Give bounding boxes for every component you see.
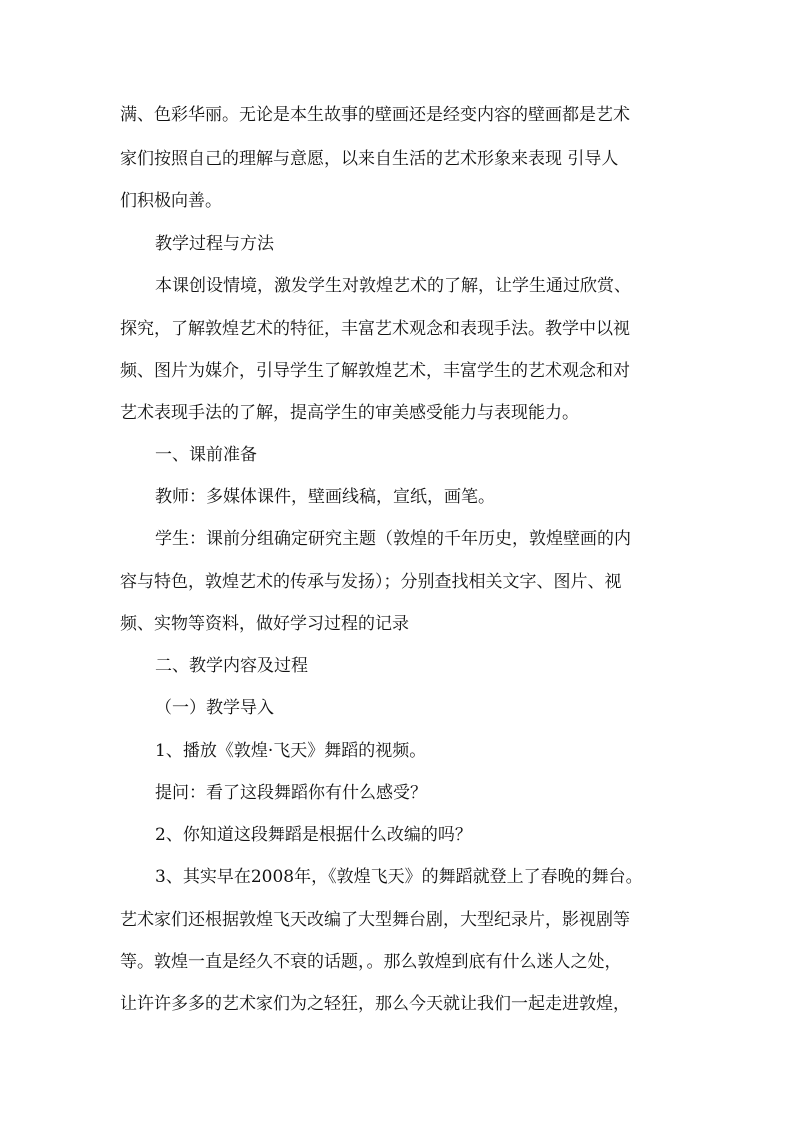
body-text-line: 等。敦煌一直是经久不衰的话题，。那么敦煌到底有什么迷人之处， <box>120 952 622 972</box>
body-text-line: 家们按照自己的理解与意愿，以来自生活的艺术形象来表现 引导人 <box>120 149 619 169</box>
body-text-line: 艺术表现手法的了解，提高学生的审美感受能力与表现能力。 <box>120 403 579 423</box>
body-text-line: 3、其实早在2008年，《敦煌飞天》的舞蹈就登上了春晚的舞台。 <box>155 867 643 887</box>
body-text-line: 2、你知道这段舞蹈是根据什么改编的吗？ <box>155 825 472 845</box>
body-text-line: 满、色彩华丽。无论是本生故事的壁画还是经变内容的壁画都是艺术 <box>120 105 630 125</box>
section-heading: 教学过程与方法 <box>155 234 274 254</box>
body-text-line: 艺术家们还根据敦煌飞天改编了大型舞台剧，大型纪录片，影视剧等 <box>120 910 630 930</box>
body-text-line: 教师：多媒体课件，壁画线稿，宣纸，画笔。 <box>155 487 495 507</box>
body-text-line: 1、播放《敦煌·飞天》舞蹈的视频。 <box>155 741 427 761</box>
section-heading: 一、课前准备 <box>155 445 257 465</box>
body-text-line: 频、图片为媒介，引导学生了解敦煌艺术，丰富学生的艺术观念和对 <box>120 361 630 381</box>
section-heading: 二、教学内容及过程 <box>155 656 308 676</box>
body-text-line: 探究，了解敦煌艺术的特征，丰富艺术观念和表现手法。教学中以视 <box>120 319 630 339</box>
body-text-line: 本课创设情境，激发学生对敦煌艺术的了解，让学生通过欣赏、 <box>155 276 631 296</box>
body-text-line: 学生：课前分组确定研究主题（敦煌的千年历史，敦煌壁画的内 <box>155 529 631 549</box>
subsection-heading: （一）教学导入 <box>155 698 274 718</box>
body-text-line: 让许许多多的艺术家们为之轻狂，那么今天就让我们一起走进敦煌， <box>120 994 630 1014</box>
body-text-line: 频、实物等资料，做好学习过程的记录 <box>120 614 409 634</box>
body-text-line: 们积极向善。 <box>120 191 222 211</box>
body-text-line: 提问：看了这段舞蹈你有什么感受？ <box>155 783 427 803</box>
body-text-line: 容与特色，敦煌艺术的传承与发扬）；分别查找相关文字、图片、视 <box>120 572 622 592</box>
